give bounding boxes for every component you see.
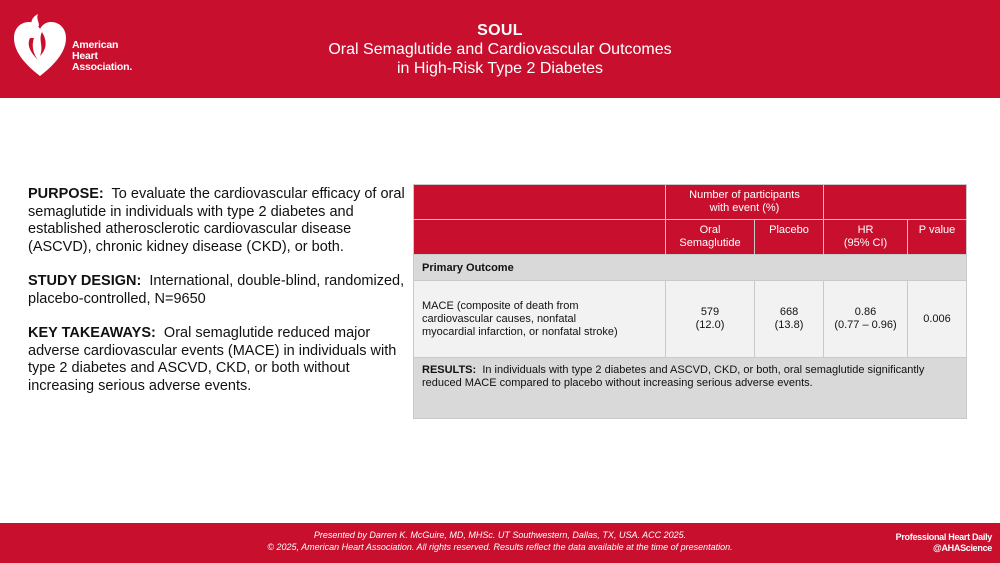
aha-logo xyxy=(12,12,162,82)
row-label-line-1: MACE (composite of death from xyxy=(422,299,579,312)
col-header-placebo: Placebo xyxy=(755,220,824,255)
takeaways-text: Oral semaglutide reduced major adverse cardiovascular events (MACE) in individuals with type 2 diabetes and ASCVD, CKD, or both without increasing serious adverse events. xyxy=(28,325,397,394)
logo-wordmark xyxy=(72,40,132,73)
row-label-line-3: myocardial infarction, or nonfatal stroke) xyxy=(422,325,618,338)
table-header-row-2 xyxy=(414,220,967,255)
col-header-hr-line-2: (95% CI) xyxy=(843,237,888,249)
footer-brand-line-1: Professional Heart Daily xyxy=(895,532,992,542)
page-title: SOUL xyxy=(477,22,523,39)
table-row xyxy=(414,281,967,358)
purpose-label: PURPOSE: xyxy=(28,186,104,202)
cell-hr xyxy=(824,281,908,358)
cell-placebo xyxy=(755,281,824,358)
col-header-oral-line-2: Semaglutide xyxy=(679,237,741,249)
header-blank-cell xyxy=(414,185,666,220)
group-header xyxy=(666,185,824,220)
logo-line-2: Heart xyxy=(72,50,98,62)
page-subtitle-line-2: in High-Risk Type 2 Diabetes xyxy=(396,60,604,77)
design-text: International, double-blind, randomized, placebo-controlled, N=9650 xyxy=(28,273,405,307)
placebo-count: 668 xyxy=(779,306,799,318)
heart-torch-icon xyxy=(12,12,68,80)
design-paragraph xyxy=(28,273,413,308)
footer-credits xyxy=(180,529,820,553)
group-header-line-2: with event (%) xyxy=(709,202,780,214)
section-label: Primary Outcome xyxy=(414,255,967,281)
results-text: In individuals with type 2 diabetes and ASCVD, CKD, or both, oral semaglutide significantly reduced MACE compared to placebo without increasing serious adverse events. xyxy=(422,364,925,389)
takeaways-paragraph xyxy=(28,325,413,395)
footer-line-1: Presented by Darren K. McGuire, MD, MHSc. UT Southwestern, Dallas, TX, USA. ACC 2025. xyxy=(313,530,687,540)
footer-line-2: © 2025, American Heart Association. All rights reserved. Results reflect the data available at the time of presentation. xyxy=(267,542,733,552)
hr-value: 0.86 xyxy=(854,306,877,318)
page-subtitle-line-1: Oral Semaglutide and Cardiovascular Outcomes xyxy=(328,41,672,58)
col-header-p: P value xyxy=(908,220,967,255)
row-label xyxy=(414,281,666,358)
results-label: RESULTS: xyxy=(422,364,477,376)
col-header-hr xyxy=(824,220,908,255)
purpose-text: To evaluate the cardiovascular efficacy of oral semaglutide in individuals with type 2 diabetes and established atherosclerotic cardiovascular disease (ASCVD), chronic kidney disease (CKD), or both. xyxy=(28,186,405,255)
col-header-hr-line-1: HR xyxy=(857,224,874,236)
logo-line-1: American xyxy=(72,39,119,51)
cell-p: 0.006 xyxy=(908,281,967,358)
section-row xyxy=(414,255,967,281)
takeaways-label: KEY TAKEAWAYS: xyxy=(28,325,156,341)
header-blank-cell-2 xyxy=(414,220,666,255)
results-cell xyxy=(414,358,967,419)
header-banner xyxy=(0,0,1000,98)
hr-ci: (0.77 – 0.96) xyxy=(834,319,897,331)
table-header-row-1 xyxy=(414,185,967,220)
oral-count: 579 xyxy=(700,306,720,318)
title-block xyxy=(250,21,750,78)
row-label-line-2: cardiovascular causes, nonfatal xyxy=(422,312,577,325)
col-header-oral-line-1: Oral xyxy=(699,224,721,236)
logo-line-3: Association. xyxy=(72,61,133,73)
group-header-line-1: Number of participants xyxy=(689,189,800,201)
design-label: STUDY DESIGN: xyxy=(28,273,142,289)
header-blank-cell-right xyxy=(824,185,967,220)
footer-brand xyxy=(872,532,992,554)
footer-brand-line-2: @AHAScience xyxy=(933,543,992,553)
summary-column xyxy=(28,186,413,412)
oral-percent: (12.0) xyxy=(695,319,725,331)
placebo-percent: (13.8) xyxy=(774,319,804,331)
purpose-paragraph xyxy=(28,186,413,256)
cell-oral xyxy=(666,281,755,358)
results-table xyxy=(413,184,967,419)
col-header-oral xyxy=(666,220,755,255)
results-row xyxy=(414,358,967,419)
footer-banner xyxy=(0,523,1000,563)
